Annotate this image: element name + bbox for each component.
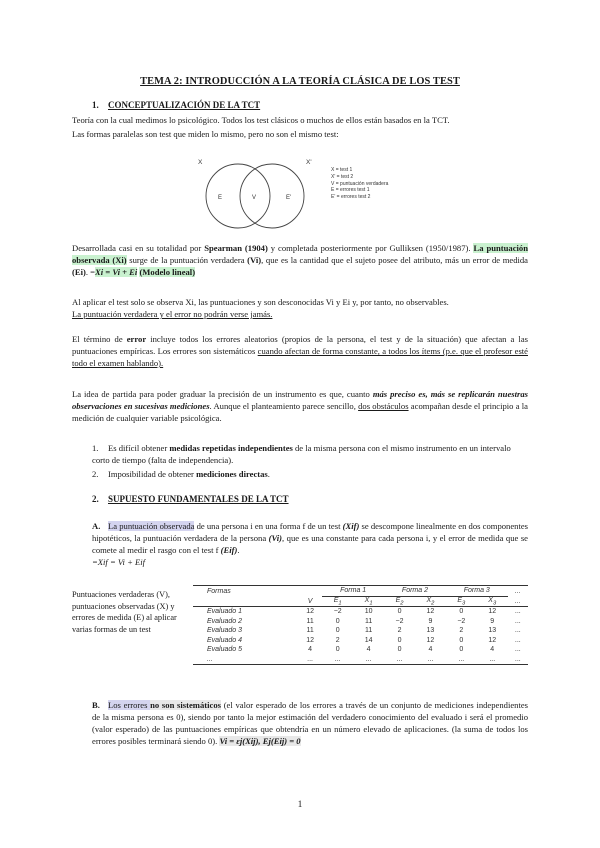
table-row <box>193 636 528 646</box>
section-1-title: CONCEPTUALIZACIÓN DE LA TCT <box>108 100 261 110</box>
table-cell: ... <box>193 655 298 665</box>
table-cell: 0 <box>335 646 340 654</box>
table-cell: 14 <box>364 636 373 644</box>
point-a: A. La puntuación observada de una persona i en una forma f de un test (Xif) se descompone linealmente en dos componentes hipotéticos, la puntuación verdadera de la persona (Vi), que es una constante para cada persona i, y el error de medida que se comete al medir el rasgo con el test f (Eif). =Xif = Vi + Eif <box>92 521 528 567</box>
page-title: TEMA 2: INTRODUCCIÓN A LA TEORÍA CLÁSICA DE LOS TEST <box>140 76 460 87</box>
table-cell: Evaluado 3 <box>207 627 243 635</box>
table-cell: 2 <box>335 636 340 644</box>
formula-linear: Xi = Vi + Ei <box>95 267 138 277</box>
table-cell: ... <box>353 655 384 665</box>
table-cell: 4 <box>308 646 313 654</box>
table-cell: ... <box>477 655 508 665</box>
table-cell: ... <box>384 655 415 665</box>
paragraph-precision: La idea de partida para poder graduar la precisión de un instrumento es que, cuanto más preciso es, más se replicarán nuestras observaciones en sucesivas mediciones. Aunque el planteamiento parece sencillo, dos obstáculos acompañan desde el principio a la medición de cualquier variable psicológica. <box>72 389 528 423</box>
table-cell: ... <box>508 655 528 665</box>
table-cell: 9 <box>428 617 433 625</box>
table-cell: 0 <box>459 608 464 616</box>
table-cell: 11 <box>306 627 314 635</box>
table-cell: 0 <box>335 617 340 625</box>
table-cell: 0 <box>397 646 402 654</box>
venn-legend-item: E' = errores test 2 <box>331 194 371 201</box>
table-cell: ... <box>415 655 446 665</box>
table-cell: 12 <box>426 608 435 616</box>
venn-region-center: V <box>252 195 257 201</box>
table-cell: −2 <box>333 608 342 616</box>
section-2-title: SUPUESTO FUNDAMENTALES DE LA TCT <box>108 494 289 504</box>
venn-label-left: X <box>198 159 203 166</box>
table-cell: 10 <box>364 608 373 616</box>
table-cell: 12 <box>426 636 435 644</box>
section-1-intro-1: Teoría con la cual medimos lo psicológico. Todos los test clásicos o muchos de ellos están basados en la TCT. <box>72 115 450 125</box>
table-cell: 0 <box>397 636 402 644</box>
paragraph-observed: Al aplicar el test solo se observa Xi, las puntuaciones y son desconocidas Vi y Ei y, por tanto, no observables. La puntuación verdadera y el error no podrán verse jamás. <box>72 297 449 319</box>
venn-circle-right <box>240 164 304 228</box>
table-cell: 4 <box>366 646 371 654</box>
page-number: 1 <box>297 800 303 810</box>
col-v: V <box>298 596 322 607</box>
scores-table: Formas Forma 1 Forma 2 Forma 3 ... V $E_1$ $X_1$ $E_2$ $X_2$ $E_3$ $X_3$ ... Evaluado 1 12 −2 10 0 12 0 12 ... Evaluado 2 11 0 11 −2 9 −2 9 ... Evaluado 3 11 0 11 2 13 2 13 ... Evaluado 4 12 2 14 0 12 0 12 ... Evaluado 5 4 0 4 0 4 0 4 ... ... ... ... ... ... ... ... ... ... <box>193 585 528 665</box>
table-cell: 11 <box>364 617 373 625</box>
point-b: B. Los errores no son sistemáticos (el valor esperado de los errores a través de un conjunto de mediciones independientes de la misma persona es 0), siendo por tanto la mejor estimación del verdadero conocimiento del evaluado i será el promedio (valor esperado) de las puntuaciones empíricas que obtendría en un número elevado de aplicaciones. (la suma de todos los errores posibles terminará siendo 0). Vi = εj(Xij), Ej(Eij) = 0 <box>92 700 528 746</box>
col-group: Forma 3 <box>446 586 508 597</box>
table-cell: 11 <box>306 617 314 625</box>
table-cell: −2 <box>395 617 404 625</box>
table-row <box>193 626 528 636</box>
venn-legend-item: E = errores test 1 <box>331 187 370 194</box>
table-cell: 4 <box>428 646 433 654</box>
col-formas: Formas <box>193 586 298 597</box>
venn-legend-item: X = test 1 <box>331 167 353 173</box>
table-cell: 0 <box>459 646 464 654</box>
table-cell: Evaluado 1 <box>207 608 243 616</box>
venn-diagram <box>190 152 320 234</box>
venn-label-right: X' <box>306 159 312 166</box>
modelo-lineal: (Modelo lineal) <box>139 267 196 277</box>
table-row <box>193 655 528 665</box>
list-item: 1. Es difícil obtener medidas repetidas independientes de la misma persona con el mismo instrumento en un intervalo corto de tiempo (falta de independencia). <box>92 443 511 465</box>
table-cell: ... <box>446 655 477 665</box>
table-cell: 11 <box>364 627 373 635</box>
table-cell: ... <box>514 617 521 625</box>
section-1-heading <box>92 100 260 110</box>
section-2-number: 2. <box>92 494 99 504</box>
table-cell: 12 <box>306 608 314 616</box>
table-cell: 4 <box>490 646 495 654</box>
col-group: Forma 1 <box>322 586 384 597</box>
table-row <box>193 645 528 655</box>
table-cell: 0 <box>335 627 340 635</box>
table-caption: Puntuaciones verdaderas (V), puntuaciones observadas (X) y errores de medida (E) al aplicar varias formas de un test <box>72 590 177 634</box>
table-cell: Evaluado 2 <box>207 617 243 625</box>
table-cell: ... <box>298 655 322 665</box>
paragraph-spearman: Desarrollada casi en su totalidad por Spearman (1904) y completada posteriormente por Gulliksen (1950/1987). La puntuación observada (Xi) surge de la puntuación verdadera (Vi), que es la cantidad que el sujeto posee del atributo, más un error de medida (Ei). =Xi = Vi + Ei (Modelo lineal) <box>72 243 529 277</box>
table-cell: 0 <box>459 636 464 644</box>
table-cell: Evaluado 5 <box>207 646 243 654</box>
section-1-number: 1. <box>92 100 99 110</box>
table-cell: 13 <box>426 627 435 635</box>
table-cell: 9 <box>490 617 495 625</box>
col-group: Forma 2 <box>384 586 446 597</box>
section-1-intro-2: Las formas paralelas son test que miden lo mismo, pero no son el mismo test: <box>72 129 339 139</box>
paragraph-error: El término de error incluye todos los errores aleatorios (propios de la persona, el test y de la situación) que afectan a las puntuaciones empíricas. Los errores son sistemáticos cuando afectan de forma constante, a todos los ítems (p.e. que el profesor esté todo el examen hablando). <box>72 334 528 368</box>
venn-legend-item: V = puntuación verdadera <box>331 180 389 187</box>
venn-region-left: E <box>218 195 223 201</box>
formula-b: Vi = εj(Xij), Ej(Eij) = 0 <box>219 736 301 746</box>
table-cell: 12 <box>306 636 314 644</box>
table-cell: 2 <box>459 627 464 635</box>
section-2-heading <box>92 494 289 504</box>
col-ellipsis: ... <box>508 586 528 597</box>
table-cell: ... <box>514 646 521 654</box>
venn-legend <box>331 167 388 201</box>
table-row <box>193 617 528 627</box>
table-row <box>193 607 528 617</box>
table-cell: ... <box>514 627 521 635</box>
table-cell: 0 <box>397 608 402 616</box>
table-cell: 13 <box>488 627 497 635</box>
list-item: 2. Imposibilidad de obtener mediciones directas. <box>92 469 270 479</box>
venn-region-right: E' <box>286 195 292 201</box>
table-cell: 12 <box>488 636 497 644</box>
table-cell: ... <box>514 636 521 644</box>
venn-circle-left <box>206 164 270 228</box>
table-cell: 2 <box>397 627 402 635</box>
table-cell: Evaluado 4 <box>207 636 243 644</box>
table-cell: ... <box>514 608 521 616</box>
table-cell: 12 <box>488 608 497 616</box>
venn-legend-item: X' = test 2 <box>331 173 354 180</box>
table-cell: ... <box>322 655 353 665</box>
formula-a: =Xif = Vi + Eif <box>92 557 146 567</box>
table-cell: −2 <box>457 617 466 625</box>
